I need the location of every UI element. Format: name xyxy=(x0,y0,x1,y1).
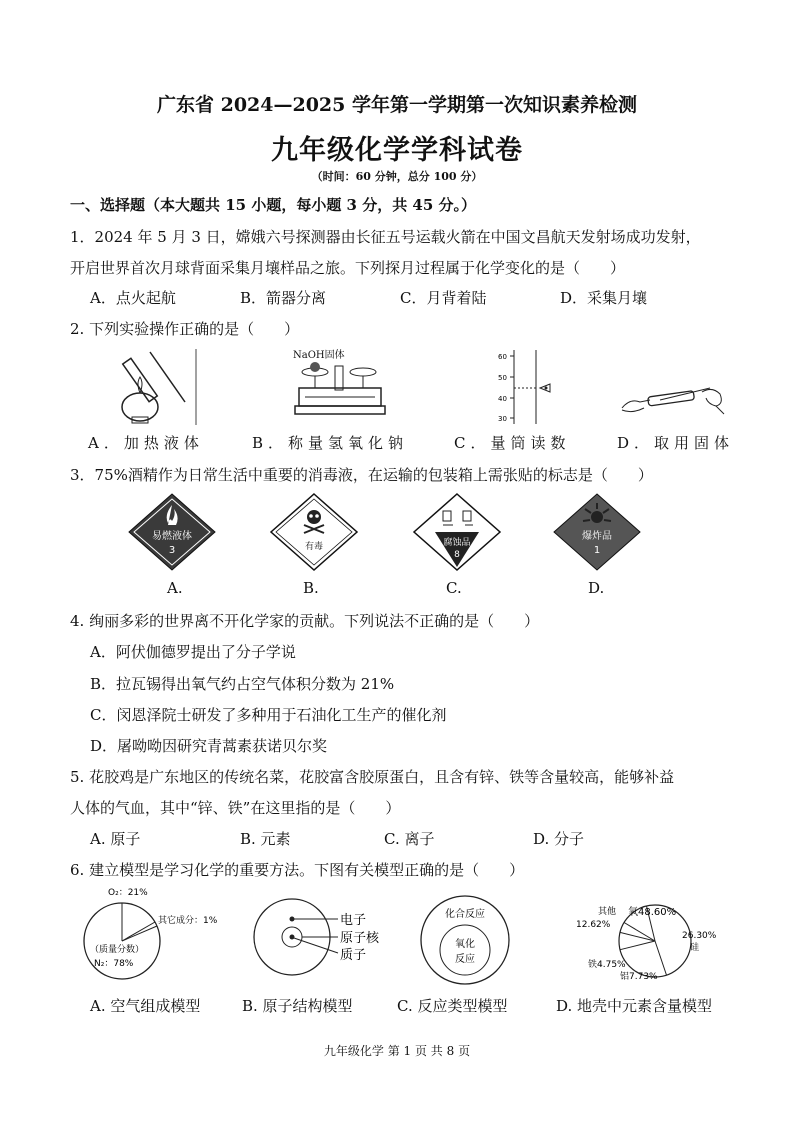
q3-letter-d: D. xyxy=(588,579,605,597)
q3-letter-c: C. xyxy=(446,579,462,597)
reaction-inner-label-2: 反应 xyxy=(455,954,475,965)
crust-oxygen-label: 氧48.60% xyxy=(628,907,677,918)
heating-liquid-figure xyxy=(110,347,205,427)
q4-option-a: A．阿伏伽德罗提出了分子学说 xyxy=(90,643,296,661)
sign-b-text: 有毒 xyxy=(304,542,324,552)
crust-silicon-pct: 26.30% xyxy=(682,931,717,941)
crust-silicon-label: 硅 xyxy=(690,943,700,953)
q3-letter-a: A. xyxy=(167,579,183,597)
air-composition-model xyxy=(80,885,230,985)
exam-header-line: 广东省 2024—2025 学年第一学期第一次知识素养检测 xyxy=(157,94,637,116)
cylinder-tick-30: 30 xyxy=(498,415,507,423)
q1-line1: 1．2024 年 5 月 3 日，嫦娥六号探测器由长征五号运载火箭在中国文昌航天发射场成功发射， xyxy=(70,228,701,246)
exam-time: （时间：60 分钟，总分 100 分） xyxy=(311,170,483,183)
q4-option-b: B．拉瓦锡得出氧气约占空气体积分数为 21% xyxy=(90,675,395,693)
atom-electron-label: 电子 xyxy=(340,913,367,928)
sign-a-num: 3 xyxy=(168,545,176,556)
q4-stem: 4. 绚丽多彩的世界离不开化学家的贡献。下列说法不正确的是（ ） xyxy=(70,612,540,630)
q6-stem: 6. 建立模型是学习化学的重要方法。下图有关模型正确的是（ ） xyxy=(70,861,525,879)
q1-line2: 开启世界首次月球背面采集月壤样品之旅。下列探月过程属于化学变化的是（ ） xyxy=(70,259,626,277)
q6-caption-c: C. 反应类型模型 xyxy=(397,997,508,1015)
cylinder-figure xyxy=(496,348,556,426)
air-o2-label: O₂：21% xyxy=(108,888,148,898)
explosion-icon xyxy=(591,511,603,523)
reaction-type-model xyxy=(420,895,510,985)
q5-line1: 5. 花胶鸡是广东地区的传统名菜，花胶富含胶原蛋白，且含有锌、铁等含量较高，能够补益 xyxy=(70,768,675,786)
reaction-outer-label: 化合反应 xyxy=(445,909,485,920)
atom-proton-label: 质子 xyxy=(340,948,367,963)
q5-option-b: B. 元素 xyxy=(240,830,291,848)
q5-line2: 人体的气血，其中“锌、铁”在这里指的是（ ） xyxy=(70,799,401,817)
q3-stem: 3．75%酒精作为日常生活中重要的消毒液，在运输的包装箱上需张贴的标志是（ ） xyxy=(70,466,653,484)
q1-option-c: C．月背着陆 xyxy=(400,289,487,307)
q6-caption-b: B. 原子结构模型 xyxy=(242,997,353,1015)
section-heading: 一、选择题（本大题共 15 小题，每小题 3 分，共 45 分。） xyxy=(70,196,477,214)
q4-option-c: C．闵恩泽院士研发了多种用于石油化工生产的催化剂 xyxy=(90,706,447,724)
q4-option-d: D．屠呦呦因研究青蒿素获诺贝尔奖 xyxy=(90,737,328,755)
sign-d-num: 1 xyxy=(593,545,601,556)
air-other-label: 其它成分：1% xyxy=(158,916,218,926)
sign-a-text: 易燃液体 xyxy=(152,531,192,542)
q3-letter-b: B. xyxy=(303,579,319,597)
exam-title: 九年级化学学科试卷 xyxy=(271,135,523,166)
toxic-sign xyxy=(270,493,358,571)
crust-pie-slice-硅 xyxy=(655,941,667,975)
q5-option-d: D. 分子 xyxy=(533,830,585,848)
crust-aluminum-label: 铝7.73% xyxy=(620,972,658,982)
crust-pie-slice-铝 xyxy=(620,941,655,950)
q6-caption-d: D. 地壳中元素含量模型 xyxy=(556,997,713,1015)
q1-option-d: D．采集月壤 xyxy=(560,289,648,307)
crust-iron-label: 铁4.75% xyxy=(588,960,626,970)
crust-other-label: 其他 xyxy=(598,907,617,917)
skull-icon xyxy=(307,510,321,524)
reaction-inner-label-1: 氧化 xyxy=(455,939,475,950)
crust-element-pie xyxy=(570,893,720,988)
page-footer: 九年级化学 第 1 页 共 8 页 xyxy=(323,1044,471,1058)
solid-taking-figure xyxy=(620,380,730,420)
q2-caption-a: A．加热液体 xyxy=(88,434,204,452)
cylinder-tick-60: 60 xyxy=(498,353,507,361)
cylinder-tick-50: 50 xyxy=(498,374,507,382)
q5-option-c: C. 离子 xyxy=(384,830,435,848)
explosive-sign xyxy=(553,493,641,571)
crust-pie-slice-其他 xyxy=(624,923,655,942)
corrosive-sign xyxy=(413,493,501,571)
q2-caption-c: C．量筒读数 xyxy=(454,434,571,452)
q6-caption-a: A. 空气组成模型 xyxy=(90,997,201,1015)
cylinder-tick-40: 40 xyxy=(498,395,507,403)
sign-c-num: 8 xyxy=(454,550,460,560)
atom-structure-model xyxy=(252,897,392,989)
q2-caption-b: B．称量氢氧化钠 xyxy=(252,434,409,452)
sign-c-text: 腐蚀品 xyxy=(443,538,471,548)
q1-option-b: B．箭器分离 xyxy=(240,289,327,307)
q2-stem: 2. 下列实验操作正确的是（ ） xyxy=(70,320,300,338)
balance-figure xyxy=(295,358,390,423)
q2-caption-d: D．取用固体 xyxy=(617,434,735,452)
atom-nucleus-label: 原子核 xyxy=(340,931,380,946)
crust-other-pct: 12.62% xyxy=(576,920,611,930)
naoh-label: NaOH固体 xyxy=(293,350,345,361)
q5-option-a: A. 原子 xyxy=(90,830,141,848)
air-n2-label: N₂：78% xyxy=(94,959,134,969)
q1-option-a: A．点火起航 xyxy=(90,289,176,307)
sign-d-text: 爆炸品 xyxy=(582,531,612,542)
air-mass-label: （质量分数） xyxy=(90,945,145,955)
crust-pie-slice-铁 xyxy=(620,932,655,941)
flammable-liquid-sign xyxy=(128,493,216,571)
